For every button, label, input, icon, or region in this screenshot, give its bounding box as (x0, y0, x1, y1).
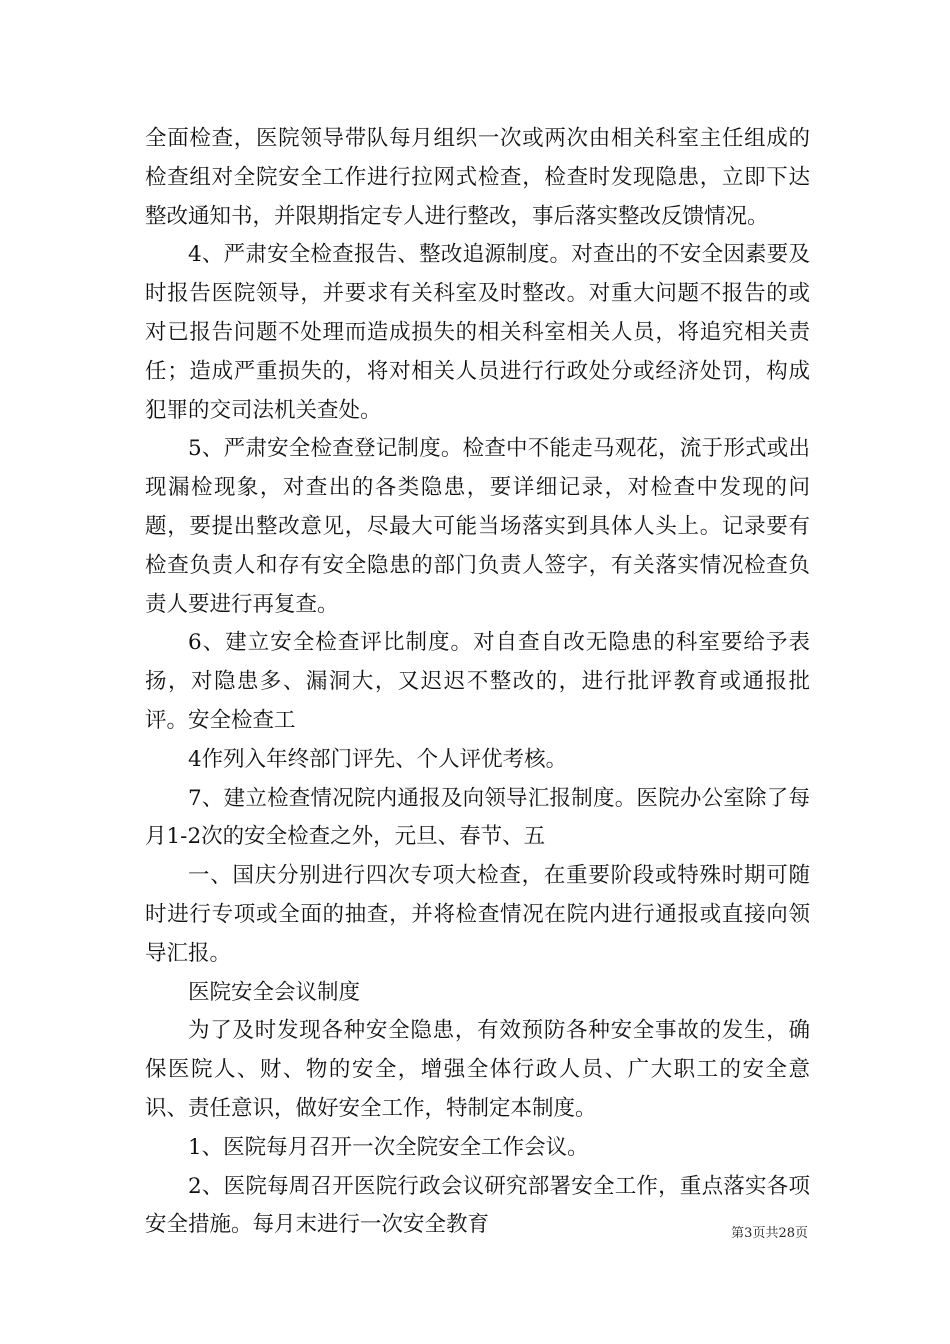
paragraph-10: 1、医院每月召开一次全院安全工作会议。 (188, 1134, 589, 1160)
paragraph-6: 7、建立检查情况院内通报及向领导汇报制度。医院办公室除了每月1-2次的安全检查之外，元旦、春节、五 (145, 785, 810, 850)
paragraph-1: 全面检查，医院领导带队每月组织一次或两次由相关科室主任组成的检查组对全院安全工作进行拉网式检查，检查时发现隐患，立即下达整改通知书，并限期指定专人进行整改，事后落实整改反馈情况。 (145, 126, 810, 229)
document-body (145, 120, 810, 1245)
paragraph-4: 6、建立安全检查评比制度。对自查自改无隐患的科室要给予表扬，对隐患多、漏洞大，又迟迟不整改的，进行批评教育或通报批评。安全检查工 (145, 630, 810, 733)
paragraph-7: 一、国庆分别进行四次专项大检查，在重要阶段或特殊时期可随时进行专项或全面的抽查，并将检查情况在院内进行通报或直接向领导汇报。 (145, 863, 810, 966)
paragraph-2: 4、严肃安全检查报告、整改追源制度。对查出的不安全因素要及时报告医院领导，并要求有关科室及时整改。对重大问题不报告的或对已报告问题不处理而造成损失的相关科室相关人员，将追究相关责任；造成严重损失的，将对相关人员进行行政处分或经济处罚，构成犯罪的交司法机关查处。 (145, 242, 810, 423)
paragraph-9: 为了及时发现各种安全隐患，有效预防各种安全事故的发生，确保医院人、财、物的安全，增强全体行政人员、广大职工的安全意识、责任意识，做好安全工作，特制定本制度。 (145, 1018, 810, 1121)
page-number-footer: 第3页共28页 (731, 1226, 808, 1241)
paragraph-3: 5、严肃安全检查登记制度。检查中不能走马观花，流于形式或出现漏检现象，对查出的各类隐患，要详细记录，对检查中发现的问题，要提出整改意见，尽最大可能当场落实到具体人头上。记录要有检查负责人和存有安全隐患的部门负责人签字，有关落实情况检查负责人要进行再复查。 (145, 436, 810, 617)
paragraph-11: 2、医院每周召开医院行政会议研究部署安全工作，重点落实各项安全措施。每月末进行一次安全教育 (145, 1173, 810, 1238)
paragraph-5: 4作列入年终部门评先、个人评优考核。 (188, 746, 568, 772)
section-heading: 医院安全会议制度 (188, 979, 361, 1005)
